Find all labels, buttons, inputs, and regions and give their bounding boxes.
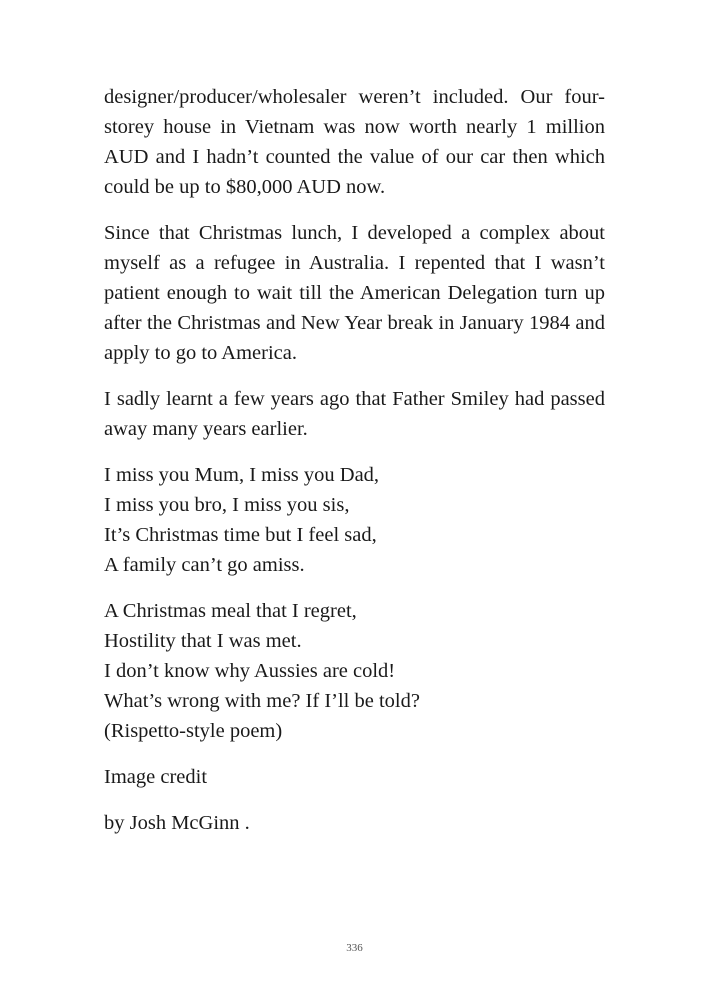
poem-style-note: (Rispetto-style poem) (104, 720, 283, 742)
poem-line: What’s wrong with me? If I’ll be told? (104, 690, 420, 712)
poem-line: A family can’t go amiss. (104, 554, 305, 576)
image-credit-author: by Josh McGinn . (104, 812, 250, 834)
paragraph-3: I sadly learnt a few years ago that Father Smiley had passed away many years earlier. (104, 388, 605, 440)
poem-line: Hostility that I was met. (104, 630, 302, 652)
image-credit-label: Image credit (104, 766, 208, 788)
paragraph-1: designer/producer/wholesaler weren’t included. Our four-storey house in Vietnam was now worth nearly 1 million AUD and I hadn’t counted the value of our car then which could be up to $80,000 AUD now. (104, 86, 605, 198)
poem-line: I miss you Mum, I miss you Dad, (104, 464, 380, 486)
poem-stanza-1 (104, 460, 605, 580)
paragraph-2: Since that Christmas lunch, I developed a complex about myself as a refugee in Australia. I repented that I wasn’t patient enough to wait till the American Delegation turn up after the Christmas and New Year break in January 1984 and apply to go to America. (104, 222, 605, 364)
page-number: 336 (346, 942, 363, 954)
poem-line: I miss you bro, I miss you sis, (104, 494, 350, 516)
poem-stanza-2 (104, 596, 605, 746)
page-body (104, 82, 605, 854)
poem-line: It’s Christmas time but I feel sad, (104, 524, 377, 546)
poem-line: I don’t know why Aussies are cold! (104, 660, 396, 682)
poem-line: A Christmas meal that I regret, (104, 600, 357, 622)
